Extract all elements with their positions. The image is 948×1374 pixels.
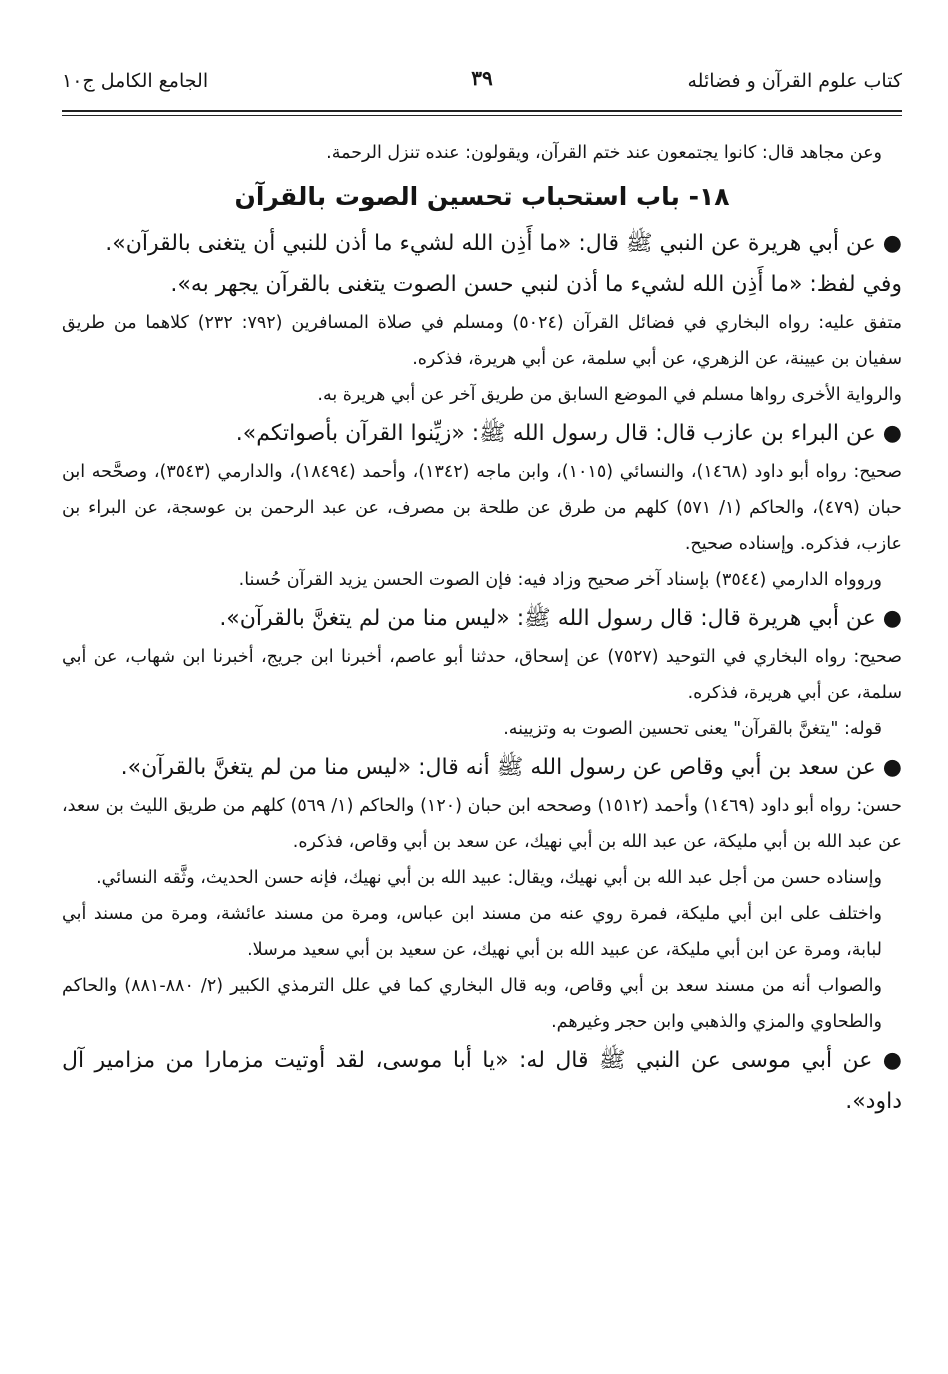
commentary-text: حسن: رواه أبو داود (١٤٦٩) وأحمد (١٥١٢) وصححه ابن حبان (١٢٠) والحاكم (١/ ٥٦٩) كلهم من طريق الليث بن سعد، عن عبد الله بن أبي مليكة، عن عبد الله بن أبي نهيك، عن سعد بن أبي وقاص، فذكره. bbox=[62, 796, 902, 852]
book-title: كتاب علوم القرآن و فضائله bbox=[687, 70, 902, 92]
commentary-text: وعن مجاهد قال: كانوا يجتمعون عند ختم القرآن، ويقولون: عنده تنزل الرحمة. bbox=[326, 143, 882, 163]
commentary-text: والرواية الأخرى رواها مسلم في الموضع السابق من طريق آخر عن أبي هريرة به. bbox=[317, 385, 902, 405]
hadith-text: وفي لفظ: «ما أَذِن الله لشيء ما أذن لنبي حسن الصوت يتغنى بالقرآن يجهر به». bbox=[170, 272, 902, 297]
hadith-text: ● عن أبي هريرة قال: قال رسول الله ﷺ: «ليس منا من لم يتغنَّ بالقرآن». bbox=[219, 606, 902, 631]
hadith-text: ● عن أبي هريرة عن النبي ﷺ قال: «ما أَذِن الله لشيء ما أذن للنبي أن يتغنى بالقرآن». bbox=[105, 231, 902, 256]
hadith-text: ● عن سعد بن أبي وقاص عن رسول الله ﷺ أنه قال: «ليس منا من لم يتغنَّ بالقرآن». bbox=[120, 755, 902, 780]
commentary-text: واختلف على ابن أبي مليكة، فمرة روي عنه من مسند ابن عباس، ومرة من مسند عائشة، ومرة من مسند أبي لبابة، ومرة عن ابن أبي مليكة، عن عبيد الله بن أبي نهيك، عن سعيد بن أبي سعيد مرسلا. bbox=[62, 904, 882, 960]
commentary-text: صحيح: رواه أبو داود (١٤٦٨)، والنسائي (١٠١٥)، وابن ماجه (١٣٤٢)، وأحمد (١٨٤٩٤)، والدارمي (٣٥٤٣)، وصحَّحه ابن حبان (٤٧٩)، والحاكم (١/ ٥٧١) كلهم من طرق عن طلحة بن مصرف، عن عبد الرحمن بن عوسجة، عن البراء بن عازب، فذكره. وإسناده صحيح. bbox=[62, 462, 903, 554]
commentary-text: وروواه الدارمي (٣٥٤٤) بإسناد آخر صحيح وزاد فيه: فإن الصوت الحسن يزيد القرآن حُسنا. bbox=[238, 570, 882, 590]
commentary-text: صحيح: رواه البخاري في التوحيد (٧٥٢٧) عن إسحاق، حدثنا أبو عاصم، أخبرنا ابن جريج، أخبرنا ابن شهاب، عن أبي سلمة، عن أبي هريرة، فذكره. bbox=[62, 647, 902, 703]
commentary-text: قوله: "يتغنَّ بالقرآن" يعنى تحسين الصوت به وتزيينه. bbox=[503, 719, 882, 739]
page-header bbox=[62, 62, 902, 102]
hadith-text: ● عن أبي موسى عن النبي ﷺ قال له: «يا أبا موسى، لقد أوتيت مزمارا من مزامير آل داود». bbox=[62, 1048, 902, 1114]
header-rule-thin bbox=[62, 115, 902, 116]
hadith-text: ● عن البراء بن عازب قال: قال رسول الله ﷺ: «زيِّنوا القرآن بأصواتكم». bbox=[235, 421, 902, 446]
volume-label: الجامع الكامل ج١٠ bbox=[62, 70, 209, 92]
chapter-heading: ١٨- باب استحباب تحسين الصوت بالقرآن bbox=[234, 182, 730, 211]
header-rule-thick bbox=[62, 110, 902, 112]
commentary-text: وإسناده حسن من أجل عبد الله بن أبي نهيك، ويقال: عبيد الله بن أبي نهيك، فإنه حسن الحديث، وثَّقه النسائي. bbox=[96, 868, 882, 888]
page-number: ٣٩ bbox=[471, 66, 493, 90]
page-body bbox=[62, 135, 902, 1122]
commentary-text: والصواب أنه من مسند سعد بن أبي وقاص، وبه قال البخاري كما في علل الترمذي الكبير (٢/ ٨٨٠-٨٨١) والحاكم والطحاوي والمزي والذهبي وابن حجر وغيرهم. bbox=[62, 976, 882, 1032]
commentary-text: متفق عليه: رواه البخاري في فضائل القرآن (٥٠٢٤) ومسلم في صلاة المسافرين (٧٩٢: ٢٣٢) كلاهما من طريق سفيان بن عيينة، عن الزهري، عن أبي سلمة، عن أبي هريرة، فذكره. bbox=[62, 313, 902, 369]
